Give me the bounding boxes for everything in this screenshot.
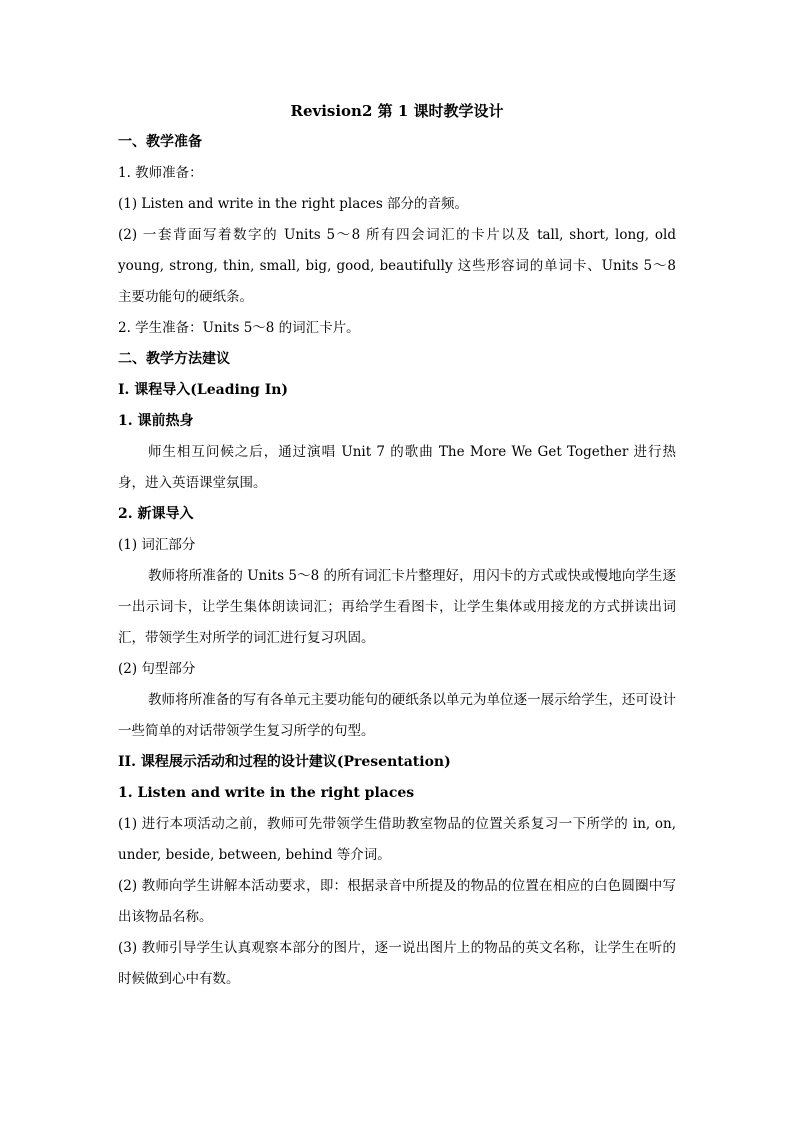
section-heading-methods: 二、教学方法建议 bbox=[118, 351, 230, 367]
activity-step-3: (3) 教师引导学生认真观察本部分的图片，逐一说出图片上的物品的英文名称，让学生在听的时候做到心中有数。 bbox=[118, 940, 676, 987]
warmup-paragraph: 师生相互问候之后，通过演唱 Unit 7 的歌曲 The More We Get Together 进行热身，进入英语课堂氛围。 bbox=[118, 444, 676, 491]
activity-step-2: (2) 教师向学生讲解本活动要求，即：根据录音中所提及的物品的位置在相应的白色圆圈中写出该物品名称。 bbox=[118, 878, 676, 925]
student-preparation: 2. 学生准备：Units 5～8 的词汇卡片。 bbox=[118, 320, 360, 336]
document-body bbox=[118, 96, 676, 995]
part-heading-presentation: II. 课程展示活动和过程的设计建议(Presentation) bbox=[118, 754, 451, 770]
part-heading-leading-in: I. 课程导入(Leading In) bbox=[118, 382, 289, 398]
section-heading-preparation: 一、教学准备 bbox=[118, 134, 202, 150]
vocabulary-label: (1) 词汇部分 bbox=[118, 537, 196, 553]
document-title: Revision2 第 1 课时教学设计 bbox=[290, 102, 504, 120]
activity-heading-listen-write: 1. Listen and write in the right places bbox=[118, 785, 415, 801]
teacher-preparation-label: 1. 教师准备： bbox=[118, 165, 203, 181]
vocabulary-paragraph: 教师将所准备的 Units 5～8 的所有词汇卡片整理好，用闪卡的方式或快或慢地向学生逐一出示词卡，让学生集体朗读词汇；再给学生看图卡，让学生集体或用接龙的方式拼读出词汇，带领学生对所学的词汇进行复习巩固。 bbox=[118, 568, 676, 646]
subheading-new-lesson: 2. 新课导入 bbox=[118, 506, 194, 522]
teacher-preparation-audio: (1) Listen and write in the right places 部分的音频。 bbox=[118, 196, 469, 212]
teacher-preparation-cards: (2) 一套背面写着数字的 Units 5～8 所有四会词汇的卡片以及 tall, short, long, old young, strong, thin, small, big, good, beautifully 这些形容词的单词卡、Units 5～8 主要功能句的硬纸条。 bbox=[118, 227, 676, 305]
activity-step-1: (1) 进行本项活动之前，教师可先带领学生借助教室物品的位置关系复习一下所学的 in, on, under, beside, between, behind 等介词。 bbox=[118, 816, 676, 863]
sentence-pattern-label: (2) 句型部分 bbox=[118, 661, 196, 677]
subheading-warmup: 1. 课前热身 bbox=[118, 413, 194, 429]
sentence-pattern-paragraph: 教师将所准备的写有各单元主要功能句的硬纸条以单元为单位逐一展示给学生，还可设计一些简单的对话带领学生复习所学的句型。 bbox=[118, 692, 676, 739]
